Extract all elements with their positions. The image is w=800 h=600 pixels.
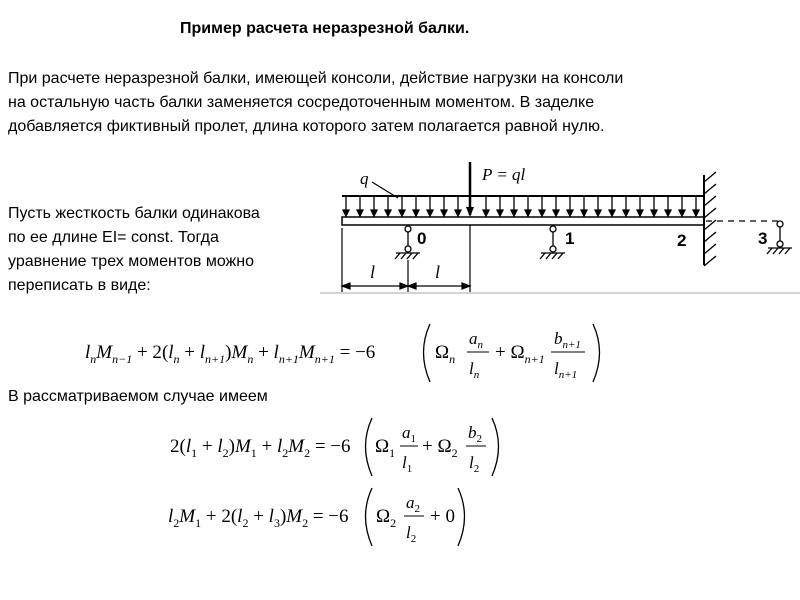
svg-text:l1: $l_1$ — [402, 453, 413, 475]
stiffness-line: переписать в виде: — [8, 277, 151, 294]
load-arrow-head — [637, 210, 643, 216]
svg-text:l2M1 + 2(l2 + l3)M2 = −6: $l_2M_1 + 2(l_2 + l_3)M_2 = -6$ — [168, 506, 349, 530]
svg-text:a2: $a_2$ — [406, 493, 420, 515]
load-arrow-head — [651, 210, 657, 216]
stiffness-line: уравнение трех моментов можно — [8, 253, 254, 270]
svg-text:+ 0: + 0 — [430, 506, 455, 527]
svg-text:Ωn: $\Omega_n$ — [435, 342, 456, 366]
load-arrow-head — [371, 210, 377, 216]
svg-text:2(l1 + l2)M1 + l2M2 = −6: $2(l_1 + l_2)M_1 + l_2M_2 = -6$ — [170, 436, 351, 460]
stiffness-line: Пусть жесткость балки одинакова — [8, 205, 260, 222]
intro-line: на остальную часть балки заменяется сосредоточенным моментом. В заделке — [8, 94, 595, 111]
page-title: Пример расчета неразрезной балки. — [180, 20, 470, 37]
load-arrow-head — [427, 210, 433, 216]
equation-1 — [170, 412, 510, 482]
load-arrow-head — [539, 210, 545, 216]
load-arrow-head — [553, 210, 559, 216]
beam-diagram — [320, 160, 800, 295]
load-arrow-head — [679, 210, 685, 216]
load-arrow-head — [581, 210, 587, 216]
load-arrow-head — [623, 210, 629, 216]
support-label-2: 2 — [677, 231, 687, 250]
svg-text:a1: $a_1$ — [402, 423, 416, 445]
load-arrow-head — [665, 210, 671, 216]
load-arrow-head — [511, 210, 517, 216]
svg-text:ln: $l_n$ — [469, 359, 480, 381]
fixed-support-2 — [704, 172, 716, 266]
beam — [342, 217, 704, 225]
svg-text:an: $a_n$ — [469, 329, 483, 351]
load-arrow-head — [567, 210, 573, 216]
load-arrow-head — [357, 210, 363, 216]
svg-text:+ Ωn+1: + $\Omega_{n+1}$ — [495, 342, 545, 366]
equation-2 — [168, 482, 488, 552]
svg-text:ln+1: $l_{n+1}$ — [554, 359, 578, 381]
intro-paragraph — [8, 67, 623, 139]
svg-text:l2: $l_2$ — [406, 523, 417, 545]
intro-line: добавляется фиктивный пролет, длина которого затем полагается равной нулю. — [8, 118, 605, 135]
span-dimensions — [342, 225, 470, 292]
load-arrow-head — [441, 210, 447, 216]
svg-text:lnMn−1 + 2(ln + ln+1)Mn + ln+1: $l_nM_{n-1} + 2(l_n + l_{n+1})M_n + l_{n+1}M_{n+1} = -6$ — [85, 342, 376, 366]
svg-text:l2: $l_2$ — [469, 453, 480, 475]
support-label-0: 0 — [417, 229, 427, 248]
load-arrow-head — [455, 210, 461, 216]
span-label-right: l — [435, 262, 441, 282]
case-paragraph: В рассматриваемом случае имеем — [8, 388, 268, 405]
distributed-load-arrows — [343, 196, 699, 216]
intro-line: При расчете неразрезной балки, имеющей консоли, действие нагрузки на консоли — [8, 70, 624, 87]
general-equation — [85, 316, 615, 388]
svg-text:Ω1: $\Omega_1$ — [375, 436, 396, 460]
span-label-left: l — [370, 262, 376, 282]
stiffness-paragraph — [8, 202, 293, 298]
load-arrow-head — [693, 210, 699, 216]
load-arrow-head — [609, 210, 615, 216]
force-label: P = ql — [482, 165, 526, 184]
stiffness-line: по ее длине EI= const. Тогда — [8, 229, 219, 246]
svg-text:b2: $b_2$ — [468, 423, 482, 445]
load-arrow-head — [595, 210, 601, 216]
load-label: q — [360, 169, 369, 188]
load-arrow-head — [385, 210, 391, 216]
load-arrow-head — [525, 210, 531, 216]
svg-text:bn+1: $b_{n+1}$ — [554, 329, 581, 351]
load-arrow-head — [483, 210, 489, 216]
support-label-1: 1 — [565, 229, 575, 248]
load-arrow-head — [497, 210, 503, 216]
svg-text:+ Ω2: + $\Omega_2$ — [422, 436, 458, 460]
load-arrow-head — [343, 210, 349, 216]
support-1 — [540, 226, 565, 259]
load-arrow-head — [413, 210, 419, 216]
support-label-3: 3 — [758, 229, 768, 248]
load-arrow-head — [399, 210, 405, 216]
svg-text:Ω2: $\Omega_2$ — [376, 506, 397, 530]
support-3 — [767, 221, 792, 254]
